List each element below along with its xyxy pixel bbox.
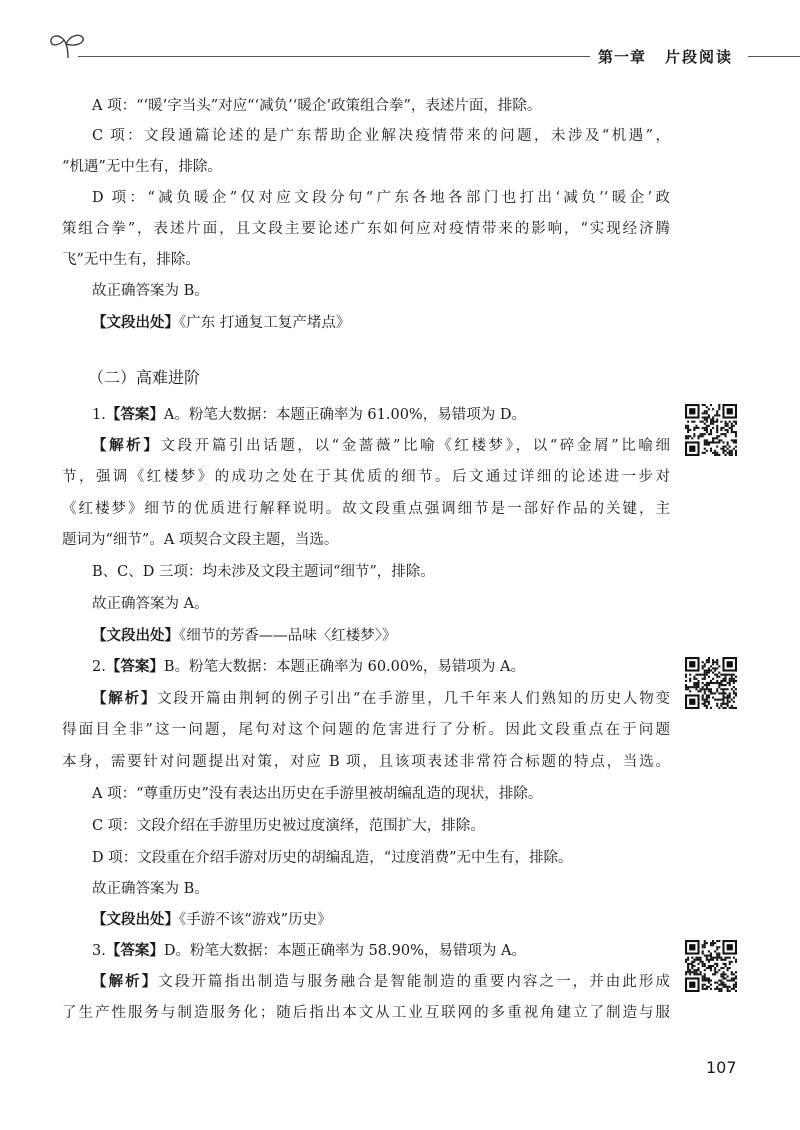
text-line: B、C、D 三项：均未涉及文段主题词“细节”，排除。 [92, 564, 435, 580]
text-line: C 项：文段通篇论述的是广东帮助企业解决疫情带来的问题，未涉及“机遇”， [92, 128, 670, 144]
source-label: 【文段出处】 [92, 628, 179, 644]
text-line: D 项：文段重在介绍手游对历史的胡编乱造，“过度消费”无中生有，排除。 [92, 850, 573, 866]
answer-label: 【答案】 [105, 943, 164, 959]
answer-text: B。粉笔大数据：本题正确率为 60.00%，易错项为 A。 [163, 659, 525, 675]
text-line: 【解析】文段开篇指出制造与服务融合是智能制造的重要内容之一，并由此形成 [92, 974, 670, 990]
answer-text: D。粉笔大数据：本题正确率为 58.90%，易错项为 A。 [163, 943, 526, 959]
question-number: 2. [92, 659, 106, 675]
text-line: 【解析】文段开篇引出话题，以“金蔷薇”比喻《红楼梦》，以“碎金屑”比喻细 [92, 438, 670, 454]
source-title: 《广东 打通复工复产堵点》 [179, 315, 351, 331]
text-line: C 项：文段介绍在手游里历史被过度演绎，范围扩大，排除。 [92, 818, 485, 834]
header-rule-right [748, 56, 800, 57]
text-line: A 项：“尊重历史”没有表达出历史在手游里被胡编乱造的现状，排除。 [92, 786, 543, 802]
text-line: 得面目全非”这一问题，尾句对这个问题的危害进行了分析。因此文段重点在于问题 [62, 722, 670, 738]
answer-label: 【答案】 [105, 407, 164, 423]
text-line: 了生产性服务与制造服务化；随后指出本文从工业互联网的多重视角建立了制造与服 [62, 1005, 670, 1021]
text-line: “机遇”无中生有，排除。 [62, 159, 222, 175]
question-number: 3. [92, 943, 106, 959]
text-line: 《红楼梦》细节的优质进行解释说明。故文段重点强调细节是一部好作品的关键，主 [62, 501, 670, 517]
source-title: 《细节的芳香——品味〈红楼梦〉》 [179, 628, 397, 644]
analysis-label: 【解析】 [92, 974, 159, 990]
text-line: 节，强调《红楼梦》的成功之处在于其优质的细节。后文通过详细的论述进一步对 [62, 469, 670, 485]
page-header [0, 0, 800, 80]
answer-text: A。粉笔大数据：本题正确率为 61.00%，易错项为 D。 [163, 407, 526, 423]
text-line: D 项：“减负暖企”仅对应文段分句“广东各地各部门也打出‘减负’‘暖企’政 [92, 190, 670, 206]
analysis-label: 【解析】 [92, 691, 158, 707]
section-heading: （二）高难进阶 [88, 368, 201, 387]
source-title: 《手游不该“游戏”历史》 [179, 912, 332, 928]
qr-code-icon[interactable] [685, 404, 737, 456]
answer-line [92, 941, 670, 961]
answer-label: 【答案】 [105, 659, 164, 675]
text-line: 【解析】文段开篇由荆轲的例子引出“在手游里，几千年来人们熟知的历史人物变 [92, 691, 670, 707]
qr-code-icon[interactable] [685, 940, 737, 992]
section-title: 片段阅读 [665, 48, 734, 66]
text-line: 题词为“细节”。A 项契合文段主题，当选。 [62, 532, 339, 548]
qr-code-icon[interactable] [685, 657, 737, 709]
source-line [92, 910, 670, 930]
text-line: 本身，需要针对问题提出对策，对应 B 项，且该项表述非常符合标题的特点，当选。 [62, 754, 670, 770]
chapter-title: 第一章 [598, 48, 647, 66]
source-line [92, 313, 670, 333]
source-label: 【文段出处】 [92, 912, 179, 928]
text-line: 故正确答案为 B。 [92, 283, 209, 299]
text-line: 故正确答案为 A。 [92, 596, 209, 612]
answer-line [92, 657, 670, 677]
header-rule-left [78, 56, 590, 57]
question-number: 1. [92, 407, 106, 423]
text-line: A 项：“‘暖’字当头”对应“‘减负’‘暖企’政策组合拳”，表述片面，排除。 [92, 98, 542, 114]
analysis-label: 【解析】 [92, 438, 161, 454]
text-line: 飞”无中生有，排除。 [62, 252, 200, 268]
source-label: 【文段出处】 [92, 315, 179, 331]
text-line: 策组合拳”，表述片面，且文段主要论述广东如何应对疫情带来的影响，“实现经济腾 [62, 221, 670, 237]
text-line: 故正确答案为 B。 [92, 881, 209, 897]
answer-line [92, 405, 670, 425]
source-line [92, 626, 670, 646]
page-number: 107 [706, 1058, 737, 1077]
